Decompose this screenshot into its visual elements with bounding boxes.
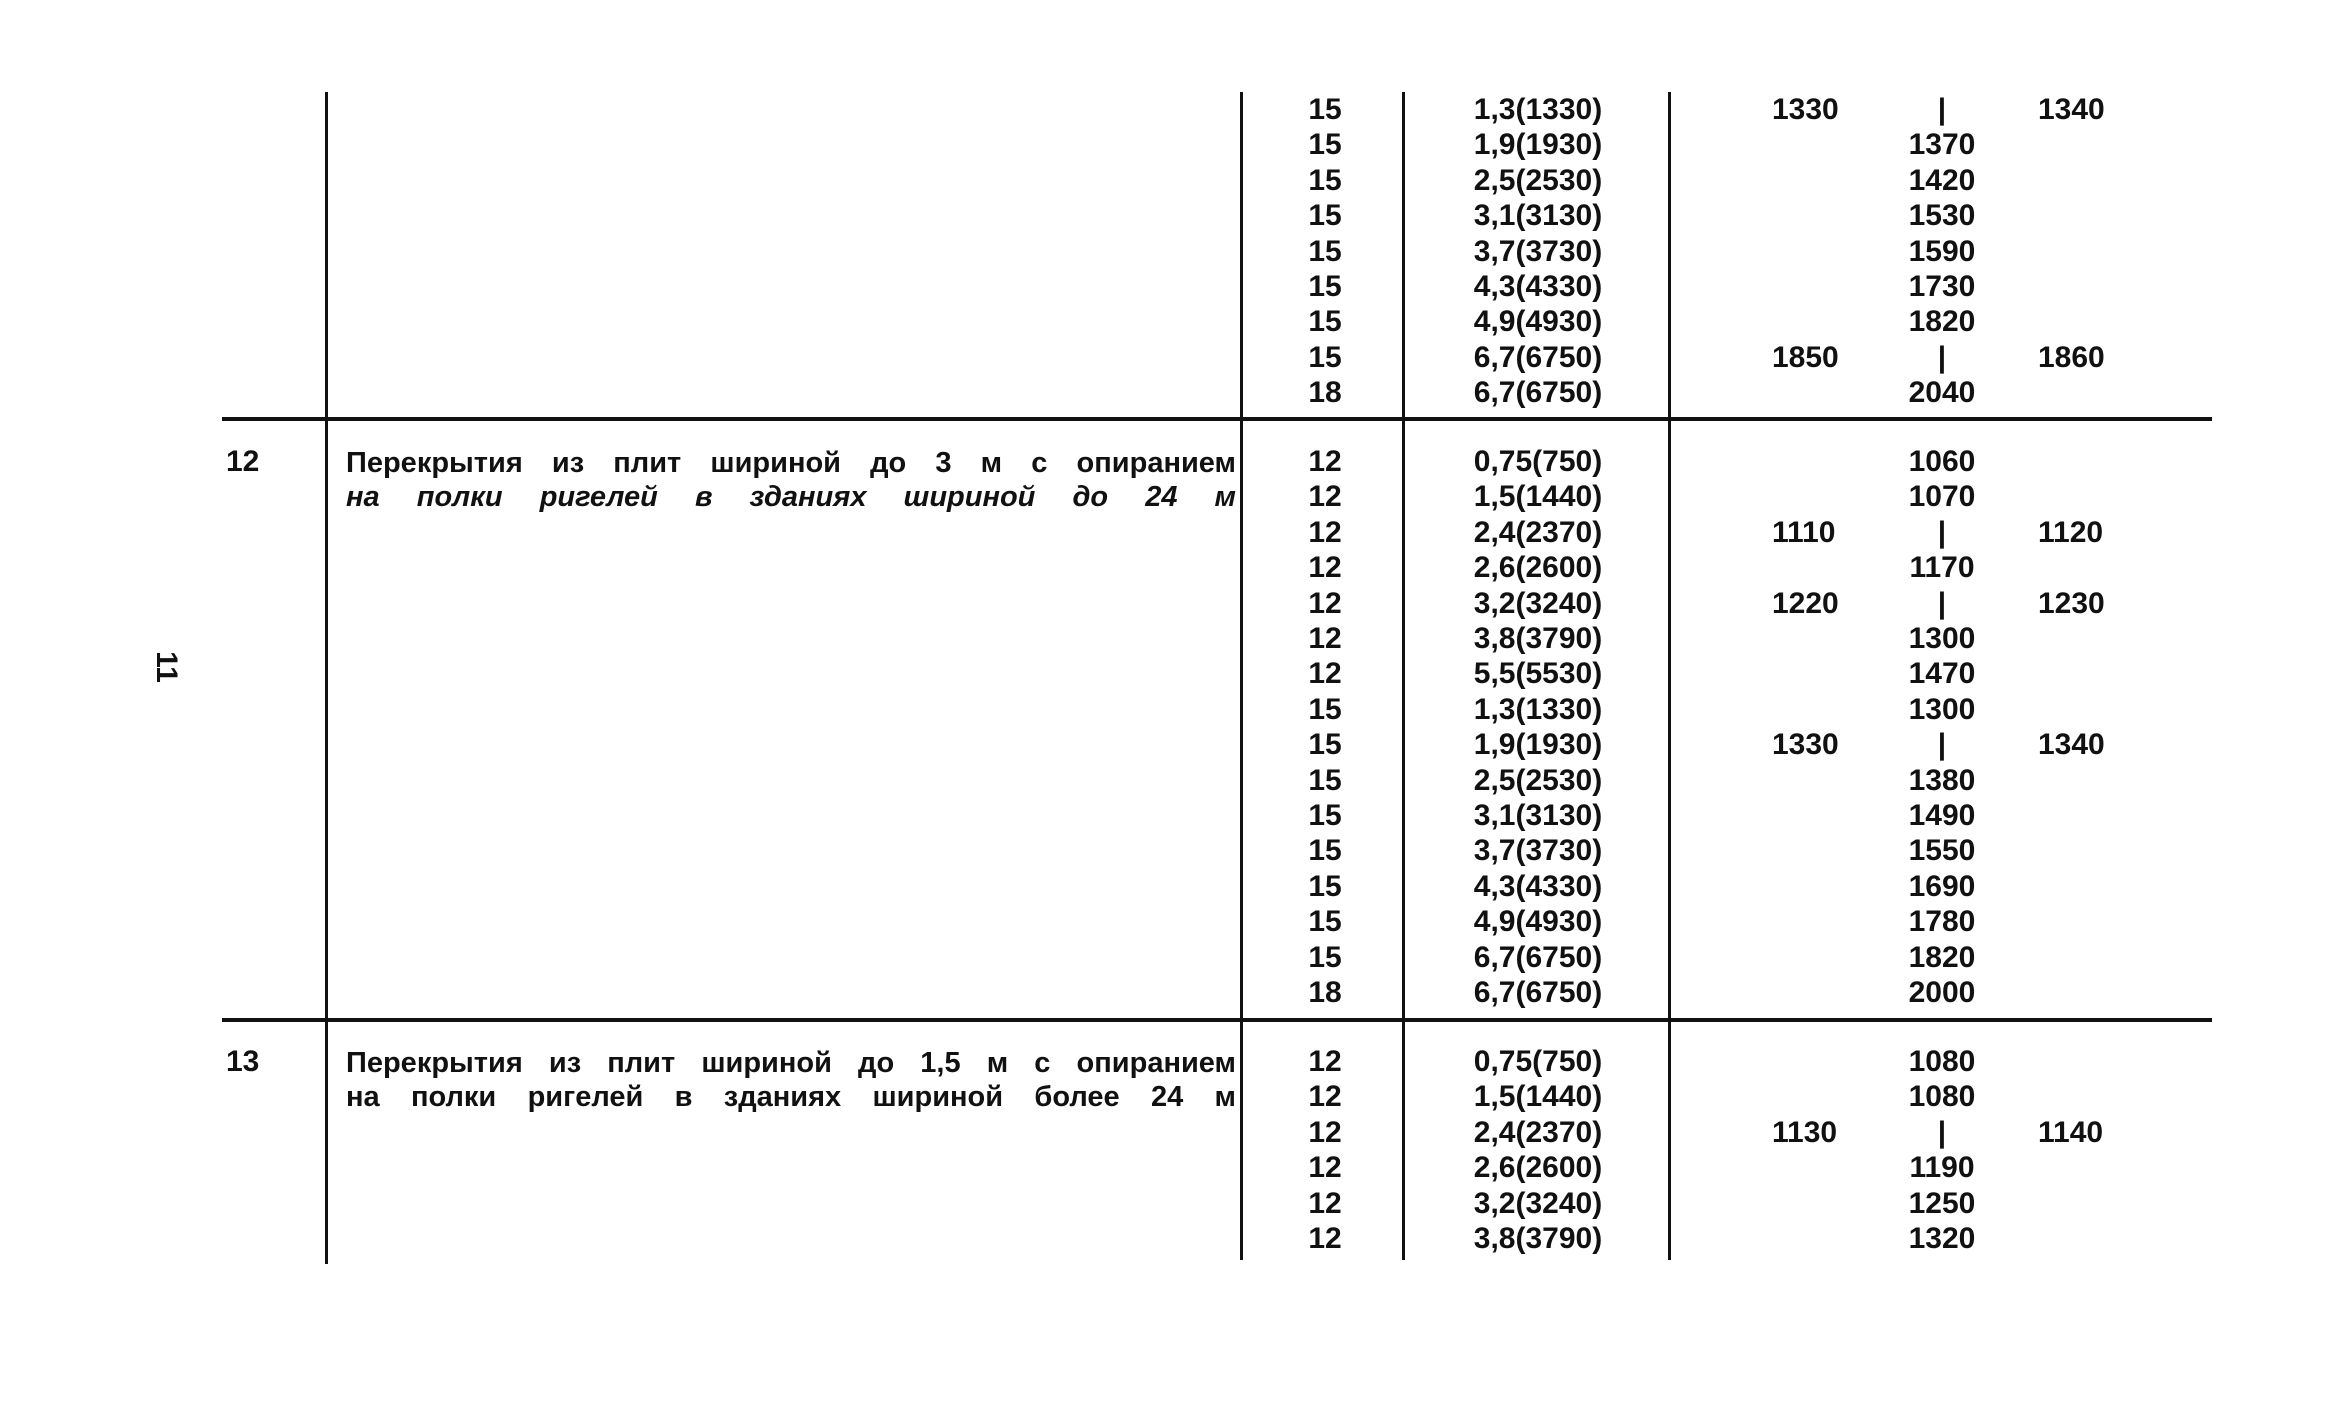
cell-spacing: 12 (1308, 622, 1342, 655)
cell-length: 6,7(6750) (1473, 376, 1603, 410)
cell-spacing: 12 (1308, 480, 1342, 514)
row-divider-13 (222, 1018, 2212, 1022)
cell-spacing: 18 (1308, 376, 1342, 410)
cell-value-mid: 1550 (1908, 834, 1976, 868)
cell-length: 3,8(3790) (1473, 1222, 1603, 1255)
cell-value-right: 1340 (2038, 93, 2105, 126)
cell-value-right: 1860 (2038, 340, 2105, 374)
column-divider-spacing-length (1402, 92, 1405, 1260)
description-13 (346, 1046, 1236, 1114)
cell-value-mid: 1420 (1908, 163, 1976, 197)
cell-range-separator: | (1937, 515, 1947, 549)
cell-spacing: 15 (1308, 340, 1342, 374)
description-12-line-2: на полки ригелей в зданиях шириной до 24 м (346, 481, 1236, 513)
cell-value-mid: 1300 (1908, 692, 1976, 726)
cell-value-mid: 1530 (1908, 199, 1976, 233)
cell-spacing: 15 (1308, 163, 1342, 197)
cell-length: 4,9(4930) (1473, 905, 1603, 939)
description-13-line-1: Перекрытия из плит шириной до 1,5 м с опиранием (346, 1047, 1236, 1079)
cell-length: 3,1(3130) (1473, 199, 1603, 233)
cell-value-left: 1110 (1772, 515, 1836, 549)
cell-length: 1,9(1930) (1473, 128, 1603, 162)
row-number-13: 13 (226, 1045, 260, 1078)
cell-length: 3,7(3730) (1473, 834, 1603, 868)
cell-value-left: 1850 (1772, 340, 1839, 374)
cell-value-mid: 1490 (1908, 799, 1976, 832)
cell-length: 2,5(2530) (1473, 763, 1603, 797)
description-13-line-2: на полки ригелей в зданиях шириной более 24 м (346, 1081, 1236, 1113)
cell-length: 4,9(4930) (1473, 305, 1603, 339)
cell-spacing: 12 (1308, 657, 1342, 691)
cell-range-separator: | (1937, 1115, 1947, 1149)
cell-value-mid: 1730 (1908, 270, 1976, 303)
cell-range-separator: | (1937, 728, 1947, 762)
cell-value-mid: 1380 (1908, 763, 1976, 797)
cell-value-mid: 1080 (1908, 1080, 1976, 1114)
cell-value-right: 1120 (2038, 515, 2104, 549)
column-divider-length-values (1668, 92, 1671, 1260)
cell-value-mid: 1070 (1908, 480, 1976, 514)
cell-value-mid: 1780 (1908, 905, 1976, 939)
cell-length: 0,75(750) (1473, 445, 1603, 478)
page-number: 11 (149, 651, 183, 683)
cell-length: 1,3(1330) (1473, 692, 1603, 726)
cell-value-mid: 1690 (1908, 869, 1976, 903)
cell-value-right: 1140 (2038, 1115, 2104, 1149)
cell-value-mid: 1080 (1908, 1045, 1976, 1078)
cell-length: 2,4(2370) (1473, 1115, 1603, 1149)
cell-spacing: 18 (1308, 976, 1342, 1009)
cell-range-separator: | (1937, 93, 1947, 126)
cell-length: 2,4(2370) (1473, 515, 1603, 549)
cell-length: 6,7(6750) (1473, 940, 1603, 974)
cell-value-left: 1220 (1772, 586, 1839, 620)
row-divider-12 (222, 417, 2212, 421)
description-12-line-1: Перекрытия из плит шириной до 3 м с опиранием (346, 447, 1236, 479)
cell-length: 2,6(2600) (1473, 551, 1603, 585)
row-number-12: 12 (226, 445, 260, 478)
cell-value-mid: 1820 (1908, 305, 1976, 339)
cell-value-left: 1330 (1772, 728, 1839, 762)
cell-spacing: 15 (1308, 940, 1342, 974)
cell-range-separator: | (1937, 586, 1947, 620)
cell-value-mid: 1300 (1908, 622, 1976, 655)
cell-value-left: 1130 (1772, 1115, 1838, 1149)
cell-spacing: 15 (1308, 270, 1342, 303)
cell-spacing: 15 (1308, 905, 1342, 939)
cell-value-mid: 1060 (1908, 445, 1976, 478)
cell-spacing: 12 (1308, 515, 1342, 549)
cell-spacing: 15 (1308, 128, 1342, 162)
cell-value-mid: 1320 (1908, 1222, 1976, 1255)
cell-value-right: 1230 (2038, 586, 2105, 620)
cell-length: 6,7(6750) (1473, 340, 1603, 374)
cell-value-mid: 2000 (1908, 976, 1976, 1009)
cell-spacing: 12 (1308, 1151, 1342, 1185)
cell-value-mid: 1190 (1909, 1151, 1975, 1185)
cell-length: 3,1(3130) (1473, 799, 1603, 832)
cell-length: 3,2(3240) (1473, 1186, 1603, 1220)
cell-spacing: 15 (1308, 869, 1342, 903)
cell-length: 1,3(1330) (1473, 93, 1603, 126)
column-divider-number-description (325, 92, 328, 1264)
cell-range-separator: | (1937, 340, 1947, 374)
cell-value-mid: 1370 (1908, 128, 1976, 162)
cell-length: 3,7(3730) (1473, 234, 1603, 268)
cell-spacing: 15 (1308, 234, 1342, 268)
cell-spacing: 15 (1308, 93, 1342, 126)
cell-spacing: 12 (1308, 1115, 1342, 1149)
cell-spacing: 15 (1308, 728, 1342, 762)
cell-spacing: 12 (1308, 1080, 1342, 1114)
cell-spacing: 12 (1308, 586, 1342, 620)
cell-spacing: 12 (1308, 1222, 1342, 1255)
cell-spacing: 12 (1308, 1186, 1342, 1220)
cell-length: 2,6(2600) (1473, 1151, 1603, 1185)
cell-spacing: 15 (1308, 305, 1342, 339)
cell-value-mid: 2040 (1908, 376, 1976, 410)
cell-length: 1,5(1440) (1473, 1080, 1603, 1114)
cell-spacing: 12 (1308, 1045, 1342, 1078)
description-12 (346, 446, 1236, 514)
cell-length: 0,75(750) (1473, 1045, 1603, 1078)
cell-value-mid: 1820 (1908, 940, 1976, 974)
column-divider-description-spacing (1240, 92, 1243, 1260)
cell-value-left: 1330 (1772, 93, 1839, 126)
cell-length: 2,5(2530) (1473, 163, 1603, 197)
cell-length: 4,3(4330) (1473, 270, 1603, 303)
cell-spacing: 15 (1308, 834, 1342, 868)
cell-spacing: 12 (1308, 445, 1342, 478)
cell-value-mid: 1590 (1908, 234, 1976, 268)
cell-spacing: 12 (1308, 551, 1342, 585)
cell-length: 4,3(4330) (1473, 869, 1603, 903)
cell-value-mid: 1470 (1908, 657, 1976, 691)
cell-spacing: 15 (1308, 799, 1342, 832)
cell-length: 3,2(3240) (1473, 586, 1603, 620)
cell-value-right: 1340 (2038, 728, 2105, 762)
cell-length: 1,9(1930) (1473, 728, 1603, 762)
cell-value-mid: 1250 (1908, 1186, 1976, 1220)
cell-length: 1,5(1440) (1473, 480, 1603, 514)
cell-value-mid: 1170 (1909, 551, 1975, 585)
cell-spacing: 15 (1308, 199, 1342, 233)
cell-length: 6,7(6750) (1473, 976, 1603, 1009)
cell-length: 3,8(3790) (1473, 622, 1603, 655)
cell-spacing: 15 (1308, 692, 1342, 726)
cell-spacing: 15 (1308, 763, 1342, 797)
cell-length: 5,5(5530) (1473, 657, 1603, 691)
